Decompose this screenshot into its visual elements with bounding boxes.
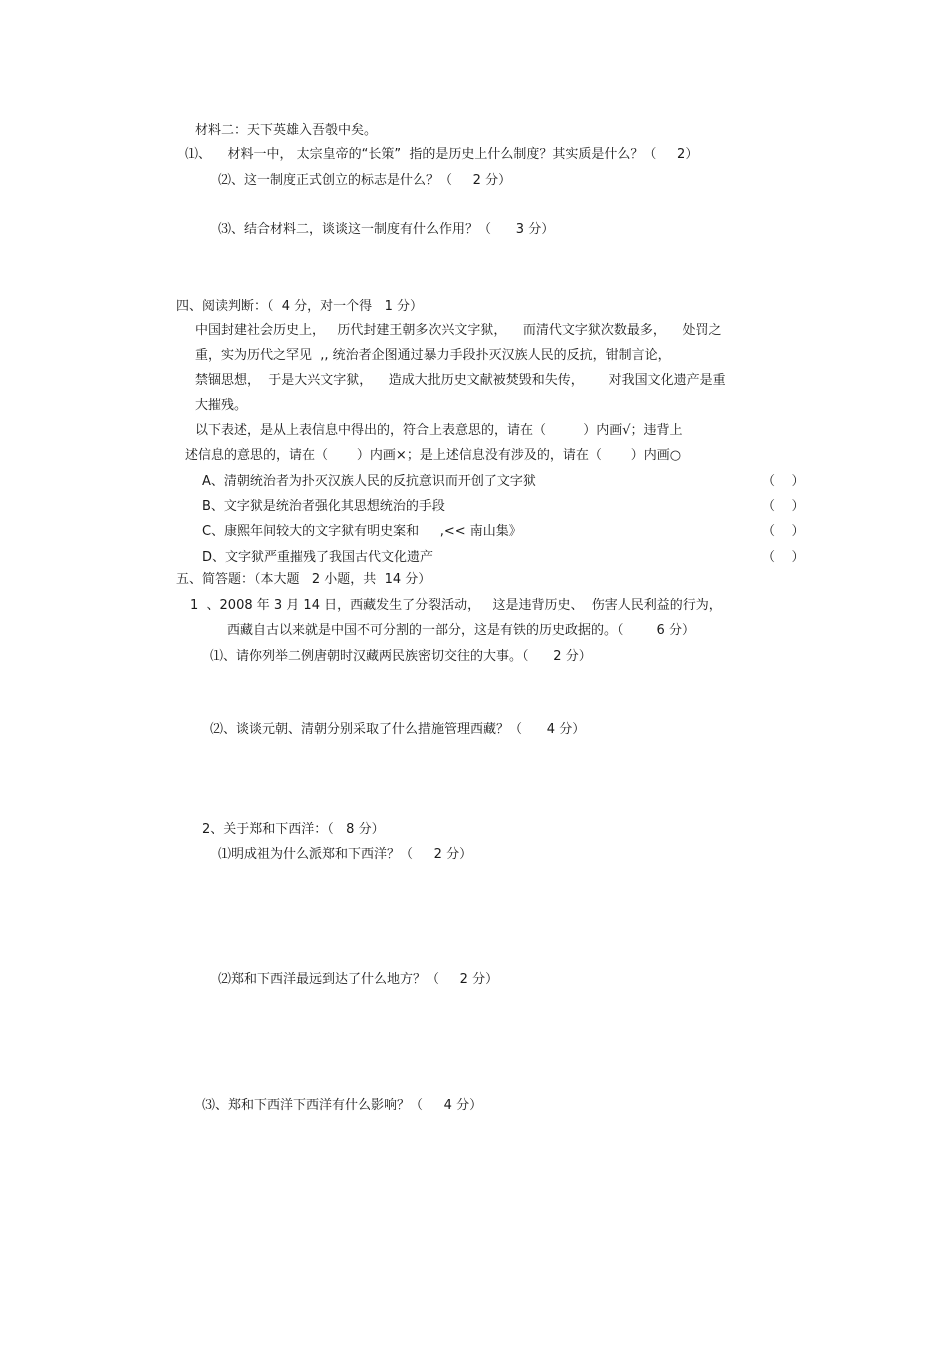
section-4-instruction-line: 述信息的意思的，请在（ ）内画×；是上述信息没有涉及的，请在（ ）内画○ bbox=[185, 448, 682, 463]
judgement-answer-blank-c[interactable]: （ ） bbox=[762, 524, 805, 539]
section-4-instruction-line: 以下表述，是从上表信息中得出的，符合上表意思的，请在（ ）内画√；违背上 bbox=[195, 423, 683, 438]
judgement-item-d: D、文字狱严重摧残了我国古代文化遗产 bbox=[202, 550, 434, 565]
section-5-q1-line-1: 1 、2008 年 3 月 14 日，西藏发生了分裂活动， 这是违背历史、 伤害人民利益的行为， bbox=[190, 598, 722, 613]
section-5-q1-sub-2: ⑵、谈谈元朝、清朝分别采取了什么措施管理西藏？（ 4 分） bbox=[210, 722, 586, 737]
section-4-title: 四、阅读判断：（ 4 分，对一个得 1 分） bbox=[176, 299, 423, 314]
material-2-text: 材料二：天下英雄入吾彀中矣。 bbox=[195, 123, 378, 138]
section-5-q2-sub-1: ⑴明成祖为什么派郑和下西洋？（ 2 分） bbox=[218, 847, 473, 862]
section-5-q1-line-2: 西藏自古以来就是中国不可分割的一部分，这是有铁的历史政据的。（ 6 分） bbox=[227, 623, 695, 638]
question-3-sub-2: ⑵、这一制度正式创立的标志是什么？（ 2 分） bbox=[218, 173, 512, 188]
judgement-answer-blank-a[interactable]: （ ） bbox=[762, 474, 805, 489]
section-4-passage-line: 大摧残。 bbox=[195, 398, 248, 413]
section-5-q2-title: 2、关于郑和下西洋：（ 8 分） bbox=[202, 822, 385, 837]
section-4-passage-line: 重，实为历代之罕见 ,, 统治者企图通过暴力手段扑灭汉族人民的反抗，钳制言论， bbox=[195, 348, 671, 363]
section-5-q2-sub-3: ⑶、郑和下西洋下西洋有什么影响？（ 4 分） bbox=[202, 1098, 483, 1113]
question-3-sub-1: ⑴、 材料一中， 太宗皇帝的“长策” 指的是历史上什么制度？其实质是什么？（ 2） bbox=[185, 147, 699, 162]
judgement-item-b: B、文字狱是统治者强化其思想统治的手段 bbox=[202, 499, 445, 514]
section-4-passage-line: 中国封建社会历史上， 历代封建王朝多次兴文字狱， 而清代文字狱次数最多， 处罚之 bbox=[195, 323, 722, 338]
section-4-passage-line: 禁锢思想， 于是大兴文字狱， 造成大批历史文献被焚毁和失传， 对我国文化遗产是重 bbox=[195, 373, 726, 388]
judgement-item-c: C、康熙年间较大的文字狱有明史案和 ,<< 南山集》 bbox=[202, 524, 522, 539]
judgement-item-a: A、清朝统治者为扑灭汉族人民的反抗意识而开创了文字狱 bbox=[202, 474, 536, 489]
judgement-answer-blank-d[interactable]: （ ） bbox=[762, 550, 805, 565]
judgement-answer-blank-b[interactable]: （ ） bbox=[762, 499, 805, 514]
section-5-title: 五、简答题：（本大题 2 小题，共 14 分） bbox=[176, 572, 432, 587]
section-5-q2-sub-2: ⑵郑和下西洋最远到达了什么地方？（ 2 分） bbox=[218, 972, 499, 987]
section-5-q1-sub-1: ⑴、请你列举二例唐朝时汉藏两民族密切交往的大事。（ 2 分） bbox=[210, 649, 592, 664]
question-3-sub-3: ⑶、结合材料二，谈谈这一制度有什么作用？（ 3 分） bbox=[218, 222, 555, 237]
